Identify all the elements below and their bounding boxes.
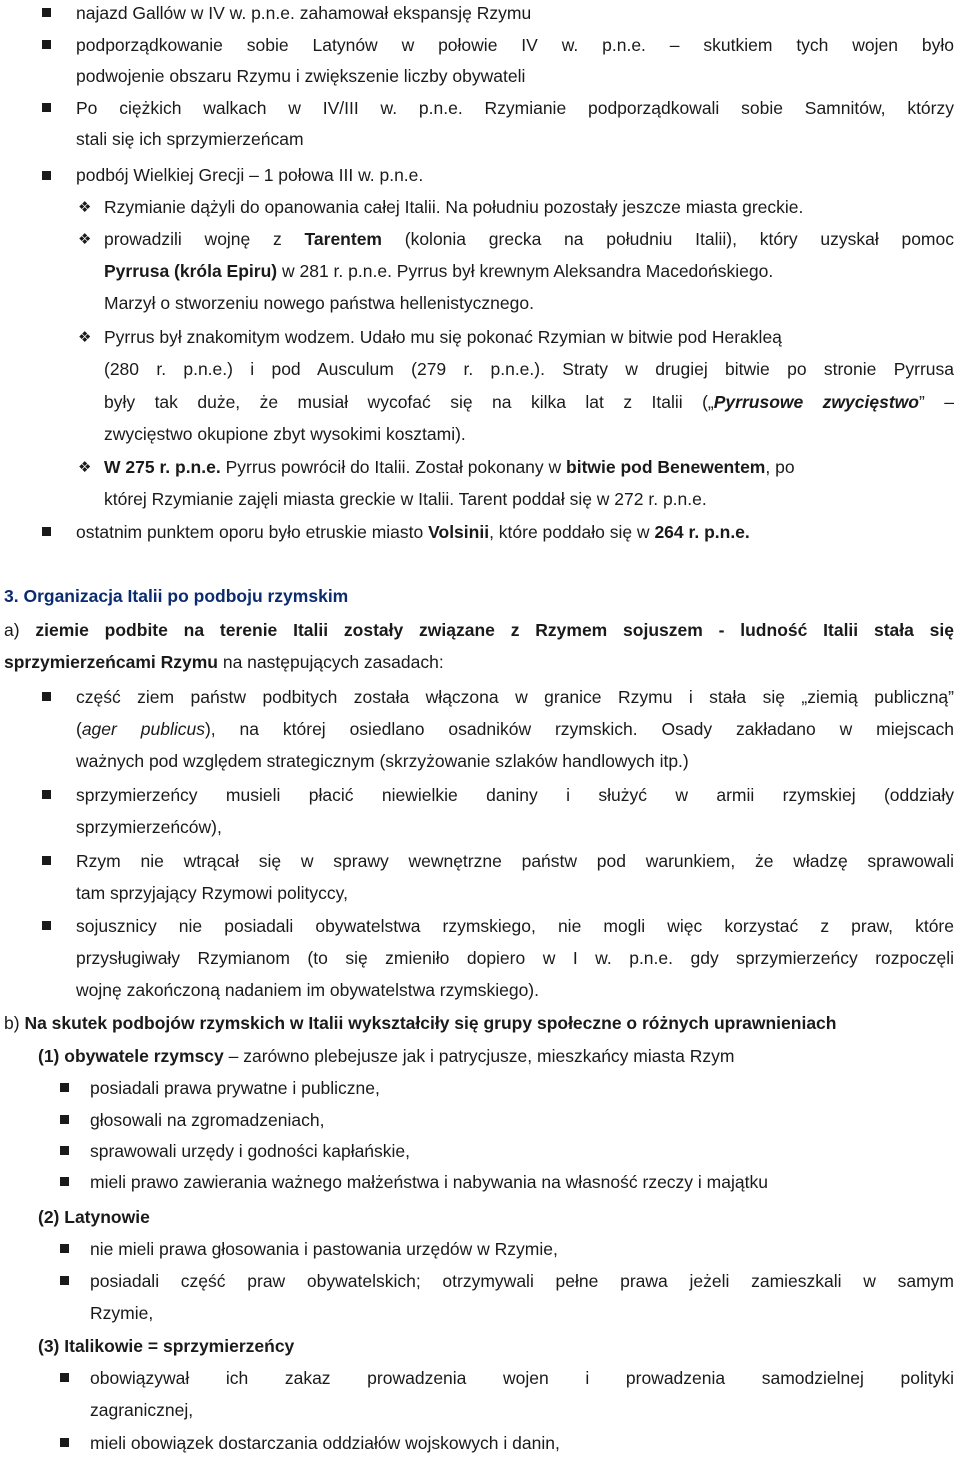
list-item: podbój Wielkiej Grecji – 1 połowa III w. p.n.e. xyxy=(76,165,424,185)
list-item-continuation: zagranicznej, xyxy=(90,1400,194,1420)
sub-point-continuation: Pyrrusa (króla Epiru) w 281 r. p.n.e. Pyrrus był krewnym Aleksandra Macedońskiego. xyxy=(104,261,774,281)
square-bullet-icon xyxy=(42,527,51,536)
square-bullet-icon xyxy=(42,171,51,180)
square-bullet-icon xyxy=(60,1146,69,1155)
paragraph-b: b) Na skutek podbojów rzymskich w Italii wykształciły się grupy społeczne o różnych uprawnieniach xyxy=(4,1013,837,1033)
list-item: obowiązywał ich zakaz prowadzenia wojen i prowadzenia samodzielnej polityki xyxy=(90,1368,954,1388)
square-bullet-icon xyxy=(60,1373,69,1382)
paragraph-a-continuation: sprzymierzeńcami Rzymu na następujących zasadach: xyxy=(4,652,444,672)
square-bullet-icon xyxy=(60,1115,69,1124)
square-bullet-icon xyxy=(42,856,51,865)
list-item-continuation: wojnę zakończoną nadaniem im obywatelstwa rzymskiego). xyxy=(76,980,539,1000)
square-bullet-icon xyxy=(42,692,51,701)
list-item-continuation: (ager publicus), na której osiedlano osadników rzymskich. Osady zakładano w miejscach xyxy=(76,719,954,739)
list-item: posiadali część praw obywatelskich; otrzymywali pełne prawa jeżeli zamieszkali w samym xyxy=(90,1271,954,1291)
square-bullet-icon xyxy=(42,921,51,930)
list-item: podporządkowanie sobie Latynów w połowie IV w. p.n.e. – skutkiem tych wojen było xyxy=(76,35,954,55)
sub-point: prowadzili wojnę z Tarentem (kolonia grecka na południu Italii), który uzyskał pomoc xyxy=(104,229,954,249)
diamond-bullet-icon: ❖ xyxy=(78,328,92,346)
square-bullet-icon xyxy=(60,1438,69,1447)
sub-point-continuation: Marzył o stworzeniu nowego państwa hellenistycznego. xyxy=(104,293,534,313)
list-item: posiadali prawa prywatne i publiczne, xyxy=(90,1078,380,1098)
list-item: mieli obowiązek dostarczania oddziałów wojskowych i danin, xyxy=(90,1433,560,1453)
square-bullet-icon xyxy=(60,1083,69,1092)
list-item: nie mieli prawa głosowania i pastowania urzędów w Rzymie, xyxy=(90,1239,558,1259)
list-item-continuation: ważnych pod względem strategicznym (skrzyżowanie szlaków handlowych itp.) xyxy=(76,751,689,771)
list-item: najazd Gallów w IV w. p.n.e. zahamował ekspansję Rzymu xyxy=(76,3,532,23)
list-item: sprawowali urzędy i godności kapłańskie, xyxy=(90,1141,411,1161)
list-item: Rzym nie wtrącał się w sprawy wewnętrzne państw pod warunkiem, że władzę sprawowali xyxy=(76,851,954,871)
group-heading: (3) Italikowie = sprzymierzeńcy xyxy=(38,1336,295,1356)
square-bullet-icon xyxy=(42,8,51,17)
diamond-bullet-icon: ❖ xyxy=(78,230,92,248)
diamond-bullet-icon: ❖ xyxy=(78,198,92,216)
list-item: mieli prawo zawierania ważnego małżeństwa i nabywania na własność rzeczy i majątku xyxy=(90,1172,768,1192)
sub-point-continuation: były tak duże, że musiał wycofać się na kilka lat z Italii („Pyrrusowe zwycięstwo” – xyxy=(104,392,954,412)
section-heading: 3. Organizacja Italii po podboju rzymskim xyxy=(4,586,349,606)
list-item-continuation: sprzymierzeńców), xyxy=(76,817,222,837)
list-item-continuation: tam sprzyjający Rzymowi polityccy, xyxy=(76,883,348,903)
square-bullet-icon xyxy=(60,1276,69,1285)
list-item: część ziem państw podbitych została włączona w granice Rzymu i stała się „ziemią publiczną” xyxy=(76,687,954,707)
square-bullet-icon xyxy=(42,40,51,49)
paragraph-a: a) ziemie podbite na terenie Italii zostały związane z Rzymem sojuszem - ludność Italii stała się xyxy=(4,620,954,640)
list-item-continuation: przysługiwały Rzymianom (to się zmieniło dopiero w I w. p.n.e. gdy sprzymierzeńcy rozpoczęli xyxy=(76,948,954,968)
sub-point: Pyrrus był znakomitym wodzem. Udało mu się pokonać Rzymian w bitwie pod Herakleą xyxy=(104,327,782,347)
sub-point-continuation: zwycięstwo okupione zbyt wysokimi kosztami). xyxy=(104,424,466,444)
list-item: Po ciężkich walkach w IV/III w. p.n.e. Rzymianie podporządkowali sobie Samnitów, którzy xyxy=(76,98,954,118)
list-item-continuation: stali się ich sprzymierzeńcam xyxy=(76,129,304,149)
group-heading: (2) Latynowie xyxy=(38,1207,150,1227)
sub-point: Rzymianie dążyli do opanowania całej Italii. Na południu pozostały jeszcze miasta greckie. xyxy=(104,197,804,217)
list-item: ostatnim punktem oporu było etruskie miasto Volsinii, które poddało się w 264 r. p.n.e. xyxy=(76,522,750,542)
square-bullet-icon xyxy=(60,1177,69,1186)
diamond-bullet-icon: ❖ xyxy=(78,458,92,476)
list-item: sojusznicy nie posiadali obywatelstwa rzymskiego, nie mogli więc korzystać z praw, które xyxy=(76,916,954,936)
list-item: głosowali na zgromadzeniach, xyxy=(90,1110,325,1130)
list-item-continuation: podwojenie obszaru Rzymu i zwiększenie liczby obywateli xyxy=(76,66,526,86)
square-bullet-icon xyxy=(60,1244,69,1253)
list-item: sprzymierzeńcy musieli płacić niewielkie daniny i służyć w armii rzymskiej (oddziały xyxy=(76,785,954,805)
sub-point-continuation: której Rzymianie zajęli miasta greckie w Italii. Tarent poddał się w 272 r. p.n.e. xyxy=(104,489,707,509)
square-bullet-icon xyxy=(42,790,51,799)
square-bullet-icon xyxy=(42,103,51,112)
group-heading: (1) obywatele rzymscy – zarówno plebejusze jak i patrycjusze, mieszkańcy miasta Rzym xyxy=(38,1046,735,1066)
list-item-continuation: Rzymie, xyxy=(90,1303,154,1323)
sub-point-continuation: (280 r. p.n.e.) i pod Ausculum (279 r. p.n.e.). Straty w drugiej bitwie po stronie Pyrrusa xyxy=(104,359,954,379)
sub-point: W 275 r. p.n.e. Pyrrus powrócił do Italii. Został pokonany w bitwie pod Benewentem, po xyxy=(104,457,795,477)
